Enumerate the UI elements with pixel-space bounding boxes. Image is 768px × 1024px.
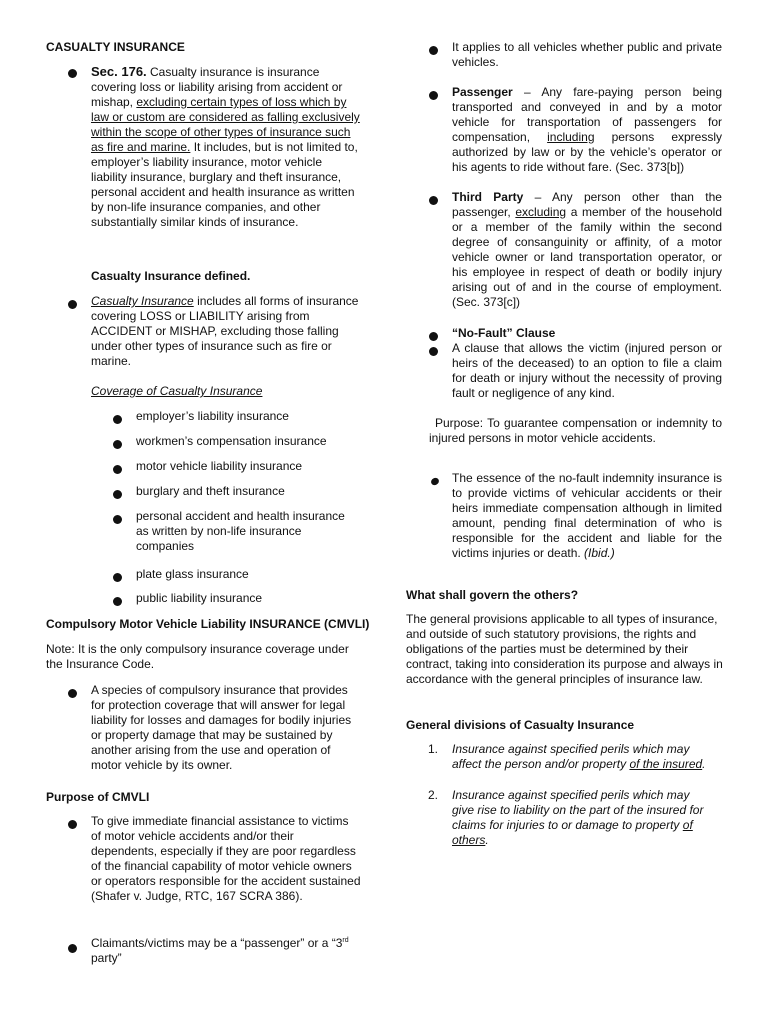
bullet-icon <box>113 490 122 499</box>
purpose-paragraph: To give immediate financial assistance to victims of motor vehicle accidents and/or their dependents, especially if they are poor regardless of the financial capability of motor vehicle owners or operators responsible for the accident sustained (Shafer v. Judge, RTC, 167 SCRA 386). <box>91 814 361 903</box>
bullet-icon <box>68 944 77 953</box>
applies-paragraph: It applies to all vehicles whether public and private vehicles. <box>452 40 722 69</box>
divisions-heading: General divisions of Casualty Insurance <box>406 718 635 732</box>
cmvli-heading: Compulsory Motor Vehicle Liability INSURANCE (CMVLI) <box>46 617 370 631</box>
bullet-icon <box>429 332 438 341</box>
coverage-item: public liability insurance <box>136 591 263 605</box>
defined-paragraph: Casualty Insurance includes all forms of insurance covering LOSS or LIABILITY arising from ACCIDENT or MISHAP, excluding those falling under other types of insurance such as fire or marine. <box>91 294 359 368</box>
essence-paragraph: The essence of the no-fault indemnity insurance is to provide victims of vehicular accidents or their heirs immediate compensation although in limited amount, pending final determination of who is responsible for the accident and liable for the victims injuries or death. (Ibid.) <box>452 471 722 560</box>
bullet-icon <box>113 440 122 449</box>
govern-heading: What shall govern the others? <box>406 588 579 602</box>
sec-176-paragraph: Sec. 176. Casualty insurance is insurance covering loss or liability arising from accident or mishap, excluding certain types of loss which by law or custom are considered as falling exclusively within the scope of other types of insurance such as fire and marine. It includes, but is not limited to, employer’s liability insurance, motor vehicle liability insurance, burglary and theft insurance, personal accident and health insurance as written by non-life insurance companies, and other substantially similar kinds of insurance. <box>91 64 360 229</box>
defined-heading: Casualty Insurance defined. <box>91 269 251 283</box>
bullet-icon <box>430 477 440 487</box>
division-1-text: Insurance against specified perils which may affect the person and/or property of the insured. <box>452 742 706 771</box>
bullet-icon <box>113 573 122 582</box>
bullet-icon <box>113 465 122 474</box>
coverage-item: burglary and theft insurance <box>136 484 285 498</box>
claimants-paragraph: Claimants/victims may be a “passenger” or a “3rd party” <box>91 936 349 965</box>
bullet-icon <box>429 196 438 205</box>
coverage-item: plate glass insurance <box>136 567 249 581</box>
bullet-icon <box>68 689 77 698</box>
division-number: 1. <box>428 742 439 756</box>
bullet-icon <box>429 91 438 100</box>
bullet-icon <box>68 69 77 78</box>
no-fault-heading: “No-Fault” Clause <box>452 326 556 340</box>
coverage-item: employer’s liability insurance <box>136 409 289 423</box>
bullet-icon <box>113 415 122 424</box>
division-number: 2. <box>428 788 439 802</box>
bullet-icon <box>68 300 77 309</box>
coverage-item: workmen’s compensation insurance <box>136 434 327 448</box>
bullet-icon <box>429 347 438 356</box>
govern-paragraph: The general provisions applicable to all types of insurance, and outside of such statutory provisions, the rights and obligations of the parties must be determined by their contract, taking into consideration its purpose and always in accordance with the general principles of insurance law. <box>406 612 723 686</box>
bullet-icon <box>113 597 122 606</box>
page-title: CASUALTY INSURANCE <box>46 40 185 54</box>
coverage-heading: Coverage of Casualty Insurance <box>91 384 263 398</box>
purpose-indemnity-paragraph: Purpose: To guarantee compensation or indemnity to injured persons in motor vehicle accidents. <box>429 416 722 445</box>
third-party-paragraph: Third Party – Any person other than the passenger, excluding a member of the household or a member of the family within the second degree of consanguinity or affinity, of a motor vehicle owner or land transportation operator, or his employee in respect of death or bodily injury arising out of and in the course of employment. (Sec. 373[c]) <box>452 190 722 309</box>
note-paragraph: Note: It is the only compulsory insurance coverage under the Insurance Code. <box>46 642 349 671</box>
coverage-item: personal accident and health insurance as written by non-life insurance companies <box>136 509 345 553</box>
purpose-heading: Purpose of CMVLI <box>46 790 150 804</box>
passenger-paragraph: Passenger – Any fare-paying person being transported and conveyed in and by a motor vehicle for transportation of passengers for compensation, including persons expressly authorized by law or by the vehicle’s operator or his agents to ride without fare. (Sec. 373[b]) <box>452 85 723 174</box>
species-paragraph: A species of compulsory insurance that provides for protection coverage that will answer for legal liability for losses and damages for bodily injuries or property damage that may be sustained by another arising from the use and operation of motor vehicle by its owner. <box>91 683 352 772</box>
division-2-text: Insurance against specified perils which may give rise to liability on the part of the insured for claims for injuries to or damage to property of others. <box>452 788 704 847</box>
coverage-item: motor vehicle liability insurance <box>136 459 303 473</box>
bullet-icon <box>113 515 122 524</box>
bullet-icon <box>429 46 438 55</box>
no-fault-paragraph: A clause that allows the victim (injured person or heirs of the deceased) to an option to file a claim for death or injury without the necessity of proving fault or negligence of any kind. <box>452 341 722 400</box>
bullet-icon <box>68 820 77 829</box>
